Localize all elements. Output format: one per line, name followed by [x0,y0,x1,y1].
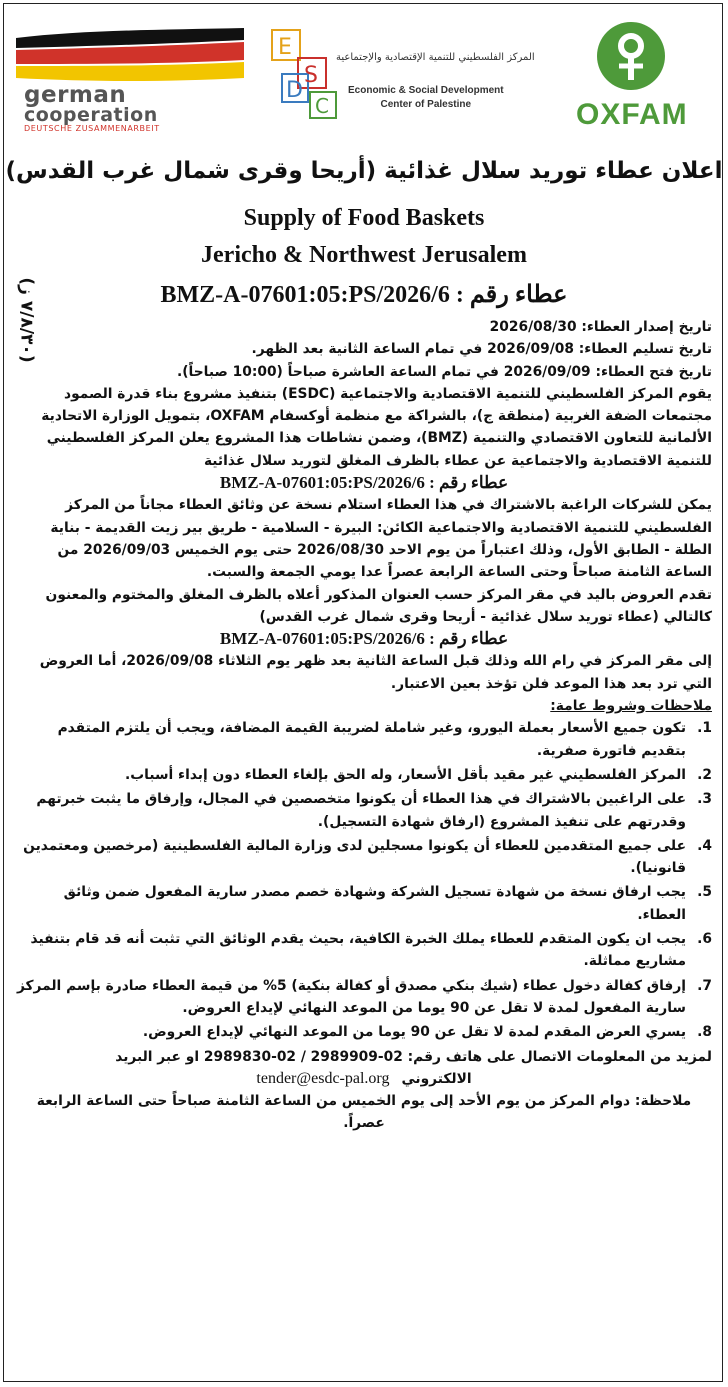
esdc-letter-d: D [286,78,303,103]
note-number: 3. [697,791,712,808]
esdc-letter-c: C [315,94,329,118]
note-text: إرفاق كفالة دخول عطاء (شيك بنكي مصدق أو كفالة بنكية) 5% من قيمة العطاء صادرة بإسم المركز سارية المفعول لمدة لا تقل عن 90 يوما من الموعد النهائي لإيداع العروض. [16,977,686,1016]
note-item [16,1021,712,1043]
documents-paragraph: يمكن للشركات الراغبة بالاشتراك في هذا العطاء استلام نسخة عن وثائق العطاء مجاناً من المركز الفلسطيني للتنمية الاقتصادية والاجتماعية الكائن: البيرة - السلامية - طريق بير زيت القديمة - بناية الطلة - الطابق الأول، وذلك اعتباراً من يوم الاحد 2026/08/30 حتى يوم الخميس 2026/09/03 من الساعة الثامنة صباحاً وحتى الساعة الرابعة عصراً عدا يومي الجمعة والسبت. [50,497,712,581]
submission-paragraph: تقدم العروض باليد في مقر المركز حسب العنوان المذكور أعلاه بالظرف المغلق والمختوم والمعنون كالتالي (عطاء توريد سلال غذائية - أريحا وقرى شمال غرب القدس) [45,586,712,625]
issue-date: تاريخ إصدار العطاء: 2026/08/30 [489,319,712,335]
esdc-english-line1: Economic & Social Development [348,85,504,96]
email-label: الالكتروني [401,1070,472,1087]
note-item [16,717,712,762]
note-text: على الراغبين بالاشتراك في هذا العطاء أن يكونوا متخصصين في المجال، وإرفاق ما يثبت خبرتهم وقدرتهم على تنفيذ المشروع (ارفاق شهادة التسجيل). [36,791,686,830]
final-note: ملاحظة: دوام المركز من يوم الأحد إلى يوم الخميس من الساعة الثامنة صباحاً حتى الساعة الرابعة عصراً. [36,1093,692,1132]
esdc-letter-s: S [304,63,318,88]
german-subtitle: DEUTSCHE ZUSAMMENARBEIT [24,124,160,133]
english-title-line2: Jericho & Northwest Jerusalem [201,242,527,268]
esdc-logo [268,22,538,130]
note-text: تكون جميع الأسعار بعملة اليورو، وغير شاملة لضريبة القيمة المضافة، ويجب أن يلتزم المتقدم بتقديم فاتورة صفرية. [57,720,686,759]
note-number: 1. [697,720,712,737]
note-item [16,881,712,926]
esdc-arabic-name: المركز الفلسطيني للتنمية الإقتصادية والإجتماعية [336,52,535,63]
esdc-letter-e: E [278,35,292,60]
logo-row [0,0,728,150]
intro-paragraph: يقوم المركز الفلسطيني للتنمية الاقتصادية والاجتماعية (ESDC) بتنفيذ مشروع بناء قدرة الصمود مجتمعات الضفة الغربية (منطقة ج)، بالشراكة مع منظمة أوكسفام OXFAM، بتمويل الوزارة الاتحادية الألمانية للتعاون الاقتصادي والتنمية (BMZ)، وضمن نشاطات هذا المشروع يعلن المركز الفلسطيني للتنمية الاقتصادية والاجتماعية عن عطاء بالظرف المغلق لتوريد سلال غذائية [41,385,712,469]
note-number: 6. [697,931,712,948]
email-row [16,1068,712,1090]
note-number: 7. [697,977,712,994]
notes-heading: ملاحظات وشروط عامة: [550,698,712,715]
notes-list [16,717,712,1043]
oxfam-wordmark: OXFAM [576,98,688,131]
note-item [16,788,712,833]
note-item [16,975,712,1020]
note-text: يجب ارفاق نسخة من شهادة تسجيل الشركة وشهادة خصم مصدر سارية المفعول ضمن وثائق العطاء. [63,884,686,923]
esdc-letters-mark [268,22,348,122]
german-cooperation-logo [14,20,246,140]
note-item [16,764,712,786]
note-text: يجب ان يكون المتقدم للعطاء يملك الخبرة الكافية، بحيث يقدم الوثائق التي تثبت أنه قد قام بتنفيذ مشاريع مماثلة. [30,931,686,970]
tender-number-3: عطاء رقم : 6/BMZ-A-07601:05:PS/2026 [219,629,509,649]
note-text: على جميع المتقدمين للعطاء أن يكونوا مسجلين لدى وزارة المالية الفلسطينية (مرخصين ومعتمدين قانونيا). [23,837,686,877]
note-text: المركز الفلسطيني غير مقيد بأقل الأسعار، وله الحق بإلغاء العطاء دون إبداء أسباب. [125,766,686,783]
note-number: 8. [697,1024,712,1041]
email-link[interactable]: tender@esdc-pal.org [256,1069,390,1087]
note-number: 5. [697,884,712,901]
oxfam-logo [576,22,686,137]
esdc-english-name [348,84,504,112]
cooperation-word: cooperation [24,104,158,126]
note-item [16,928,712,973]
deadline-paragraph: إلى مقر المركز في رام الله وذلك قبل الساعة الثانية بعد ظهر يوم الثلاثاء 2026/09/08، أما العروض التي ترد بعد هذا الموعد فلن تؤخذ بعين الاعتبار. [39,653,712,692]
note-item [16,835,712,880]
german-word: german [24,82,127,108]
delivery-date: تاريخ تسليم العطاء: 2026/09/08 في تمام الساعة الثانية بعد الظهر. [251,341,712,358]
german-flag-swoosh [14,20,246,90]
english-title-line1: Supply of Food Baskets [243,205,485,231]
contact-line: لمزيد من المعلومات الاتصال على هاتف رقم: 02-2989909 / 02-2989830 او عبر البريد [115,1048,712,1065]
note-number: 2. [697,766,712,783]
arabic-title: اعلان عطاء توريد سلال غذائية (أريحا وقرى شمال غرب القدس) [5,158,723,184]
tender-number-heading: عطاء رقم : 6/BMZ-A-07601:05:PS/2026 [160,282,568,308]
opening-date: تاريخ فتح العطاء: 2026/09/09 في تمام الساعة العاشرة صباحاً (10:00 صباحاً). [177,363,712,380]
tender-number-2: عطاء رقم : 6/BMZ-A-07601:05:PS/2026 [219,473,509,493]
side-note-text: (٧/٨/٣٠ ز) [16,277,37,363]
note-text: يسري العرض المقدم لمدة لا تقل عن 90 يوما من الموعد النهائي لإيداع العروض. [142,1024,686,1041]
oxfam-circle-icon [597,22,665,90]
note-number: 4. [697,837,712,854]
announcement-body [16,316,712,1135]
esdc-english-line2: Center of Palestine [380,99,472,110]
